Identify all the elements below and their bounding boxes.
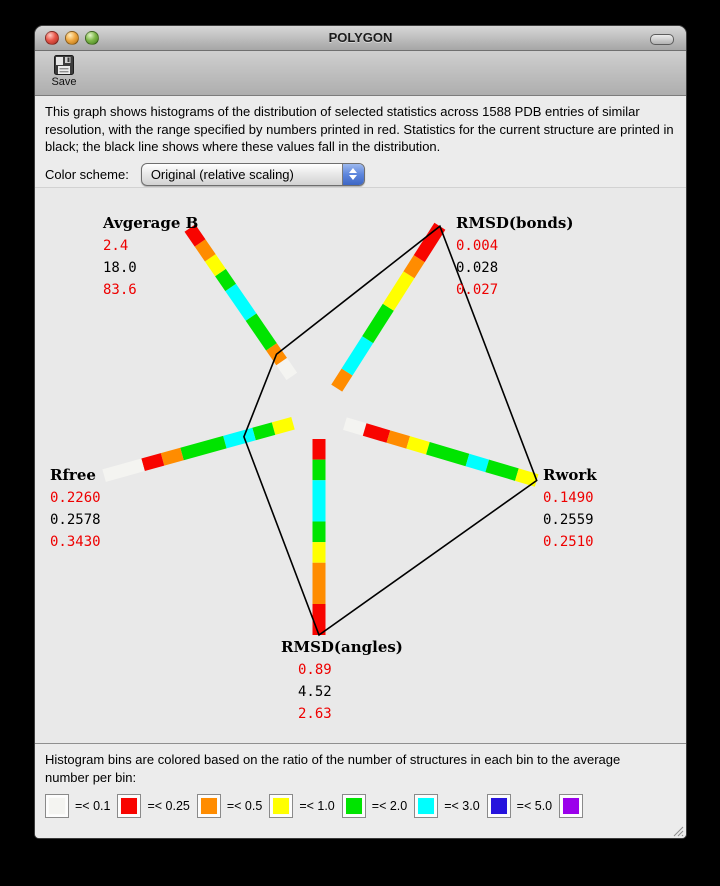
legend-item	[487, 794, 559, 818]
color-scheme-label: Color scheme:	[45, 166, 129, 182]
dropdown-arrows-icon	[342, 164, 364, 185]
bin-threshold-label: =< 0.25	[147, 799, 190, 814]
legend-item	[269, 794, 341, 818]
polygon-window	[35, 26, 686, 838]
bin-threshold-label: =< 3.0	[444, 799, 480, 814]
bin-threshold-label: =< 0.1	[75, 799, 111, 814]
color-scheme-selected: Original (relative scaling)	[150, 166, 294, 182]
legend-item	[117, 794, 196, 818]
legend-panel	[35, 743, 686, 838]
polygon-chart-area	[35, 187, 686, 743]
stat-rfree-value: 0.2578	[50, 512, 101, 528]
bin-color-swatch	[45, 794, 69, 818]
stat-rmsd-angles-max: 2.63	[298, 706, 332, 722]
toolbar	[35, 51, 686, 96]
legend-item	[414, 794, 486, 818]
stat-rwork-label: Rwork	[543, 466, 597, 484]
stat-rfree-max: 0.3430	[50, 534, 101, 550]
legend-item	[197, 794, 269, 818]
stat-rfree-min: 0.2260	[50, 490, 101, 506]
bin-threshold-label: =< 0.5	[226, 799, 263, 814]
stat-average-b-label: Avgerage B	[103, 214, 199, 232]
legend-item	[45, 794, 117, 818]
legend-description: Histogram bins are colored based on the ratio of the number of structures in each bin to the average number per bin:	[45, 752, 621, 785]
stat-rfree	[50, 466, 101, 553]
resize-grip[interactable]	[670, 823, 684, 837]
legend-row	[45, 794, 676, 818]
bin-color-swatch	[117, 794, 141, 818]
stat-rwork	[543, 466, 597, 553]
bin-threshold-label: =< 2.0	[371, 799, 408, 814]
stat-rmsd-angles-min: 0.89	[298, 662, 332, 678]
stat-rwork-max: 0.2510	[543, 534, 594, 550]
description-text: This graph shows histograms of the distribution of selected statistics across 1588 PDB entries of similar resolution, with the range specified by numbers printed in red. Statistics for the current structure are printed in black; the black line shows where these values fall in the distribution.	[45, 104, 674, 155]
toolbar-toggle-button[interactable]	[650, 34, 674, 45]
legend-item	[342, 794, 414, 818]
stat-rfree-label: Rfree	[50, 466, 96, 484]
stat-rmsd-angles-label: RMSD(angles)	[281, 638, 403, 656]
title-bar	[35, 26, 686, 51]
bin-threshold-label: =< 5.0	[516, 799, 553, 814]
bin-color-swatch	[487, 794, 511, 818]
stat-rmsd-bonds	[456, 214, 573, 301]
stat-rmsd-bonds-max: 0.027	[456, 282, 499, 298]
bin-color-swatch	[269, 794, 293, 818]
stat-average-b-max: 83.6	[103, 282, 137, 298]
color-scheme-dropdown[interactable]	[141, 163, 365, 186]
window-title: POLYGON	[328, 30, 393, 45]
bin-threshold-label: =< 1.0	[299, 799, 335, 814]
bin-color-swatch	[559, 794, 583, 818]
stat-average-b-min: 2.4	[103, 238, 129, 254]
save-button[interactable]	[43, 53, 85, 93]
stat-average-b	[103, 214, 198, 301]
floppy-save-icon	[52, 54, 76, 76]
bin-color-swatch	[414, 794, 438, 818]
stat-rwork-min: 0.1490	[543, 490, 594, 506]
stat-average-b-value: 18.0	[103, 260, 137, 276]
stat-rmsd-bonds-label: RMSD(bonds)	[456, 214, 574, 232]
stat-rwork-value: 0.2559	[543, 512, 594, 528]
legend-item	[559, 794, 589, 818]
bin-color-swatch	[197, 794, 221, 818]
bin-color-swatch	[342, 794, 366, 818]
save-button-label: Save	[51, 76, 77, 88]
description-panel	[35, 96, 686, 187]
stat-rmsd-angles-value: 4.52	[298, 684, 332, 700]
stat-rmsd-angles	[281, 638, 403, 725]
stat-rmsd-bonds-min: 0.004	[456, 238, 499, 254]
stat-rmsd-bonds-value: 0.028	[456, 260, 499, 276]
